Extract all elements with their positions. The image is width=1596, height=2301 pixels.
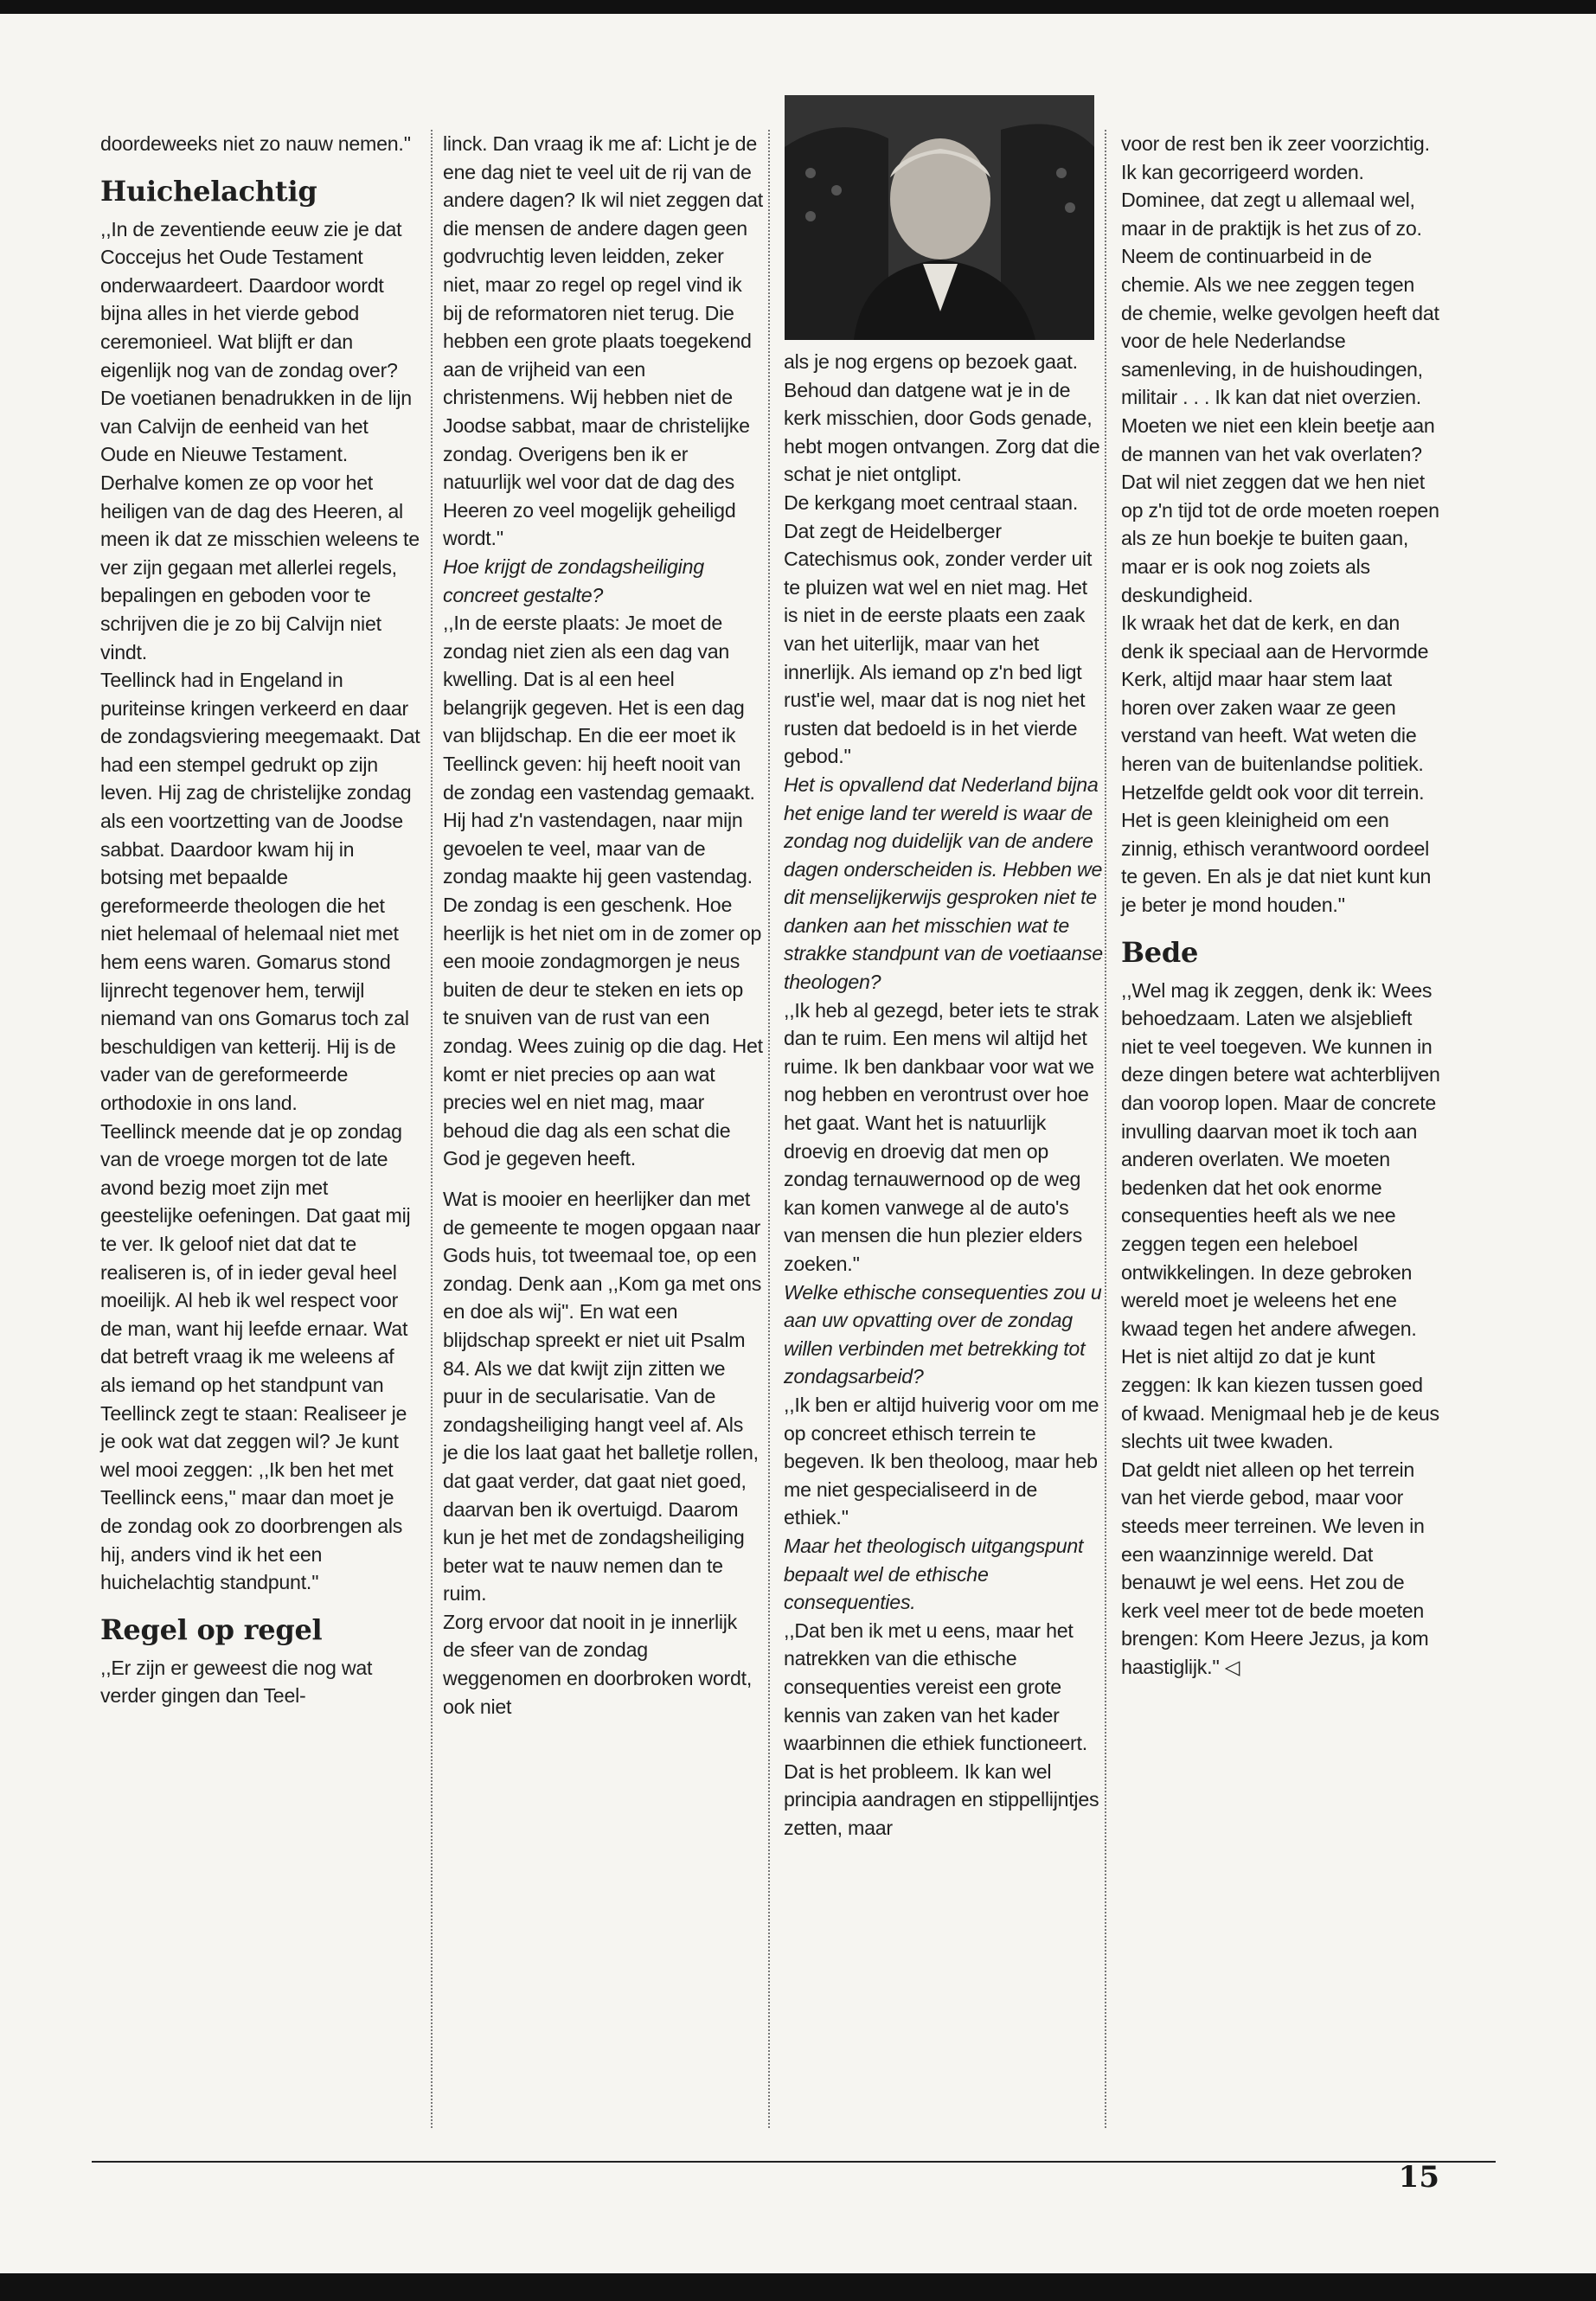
paragraph: Neem de continuarbeid in de chemie. Als we nee zeggen tegen de chemie, welke gevolgen heeft dat voor de hele Nederlandse samenleving, in de huishoudingen, militair . . . Ik kan dat niet overzien. Moeten we niet een klein beetje aan de mannen van het vak overlaten? Dat wil niet zeggen dat we hen niet op z'n tijd tot de orde moeten roepen als ze hun boekje te buiten gaan, maar er is ook nog zoiets als deskundigheid. — [1121, 245, 1439, 606]
paragraph: Dat geldt niet alleen op het terrein van het vierde gebod, maar voor steeds meer terreinen. We leven in een waanzinnige wereld. Dat benauwt je wel eens. Het zou de kerk veel meer tot de bede moeten brengen: Kom Heere Jezus, ja kom haastiglijk.'' ◁ — [1121, 1458, 1429, 1678]
paragraph: Teellinck meende dat je op zondag van de vroege morgen tot de late avond bezig moet zijn met geestelijke oefeningen. Dat gaat mij te ver. Ik geloof niet dat dat te realiseren is, of in ieder geval heel moeilijk. Al heb ik wel respect voor de man, want hij leefde ernaar. Wat dat betreft vraag ik me weleens af als iemand op het standpunt van Teellinck zegt te staan: Realiseer je je ook wat dat zeggen wil? Je kunt wel mooi zeggen: ,,Ik ben het met Teellinck eens,'' maar dan moet je de zondag ook zo doorbrengen als hij, anders vind ik het een huichelachtig standpunt.'' — [100, 1119, 411, 1594]
portrait-photo-image — [785, 95, 1094, 340]
interview-question: Het is opvallend dat Nederland bijna het enige land ter wereld is waar de zondag nog duidelijk van de andere dagen onderscheiden is. Hebben we dit menselijkerwijs gesproken niet te danken aan het misschien wat te strakke standpunt van de voetiaanse theologen? — [784, 772, 1103, 994]
paragraph: voor de rest ben ik zeer voorzichtig. Ik kan gecorrigeerd worden. Dominee, dat zegt u allemaal wel, maar in de praktijk is het zus of zo. — [1121, 132, 1430, 240]
paragraph: ,,Er zijn er geweest die nog wat verder gingen dan Teel- — [100, 1656, 373, 1708]
bottom-black-bar — [0, 2273, 1596, 2301]
column-rule — [768, 130, 770, 2128]
paragraph: Zorg ervoor dat nooit in je innerlijk de sfeer van de zondag weggenomen en doorbroken wordt, ook niet — [443, 1610, 753, 1718]
subheading-regel-op-regel: Regel op regel — [100, 1612, 323, 1646]
paragraph: ,,In de zeventiende eeuw zie je dat Coccejus het Oude Testament onderwaardeert. Daardoor wordt bijna alles in het vierde gebod ceremonieel. Wat blijft er dan eigenlijk nog van de zondag over? De voetianen benadrukken in de lijn van Calvijn de eenheid van het Oude en Nieuwe Testament. Derhalve komen ze op voor het heiligen van de dag des Heeren, al meen ik dat ze misschien weleens te ver zijn gegaan met allerlei regels, bepalingen en geboden voor te schrijven die je zo bij Calvijn niet vindt. — [100, 217, 420, 663]
subheading-bede: Bede — [1121, 935, 1199, 969]
paragraph: linck. Dan vraag ik me af: Licht je de ene dag niet te veel uit de rij van de andere dagen? Ik wil niet zeggen dat die mensen de andere dagen geen godvruchtig leven leidden, zeker niet, maar zo regel op regel vind ik bij de reformatoren niet terug. Die hebben een grote plaats toegekend aan de vrijheid van een christenmens. Wij hebben niet de Joodse sabbat, maar de christelijke zondag. Overigens ben ik er natuurlijk wel voor dat de dag des Heeren zo veel mogelijk geheiligd wordt.'' — [443, 132, 764, 550]
top-black-bar — [0, 0, 1596, 14]
paragraph: doordeweeks niet zo nauw nemen.'' — [100, 132, 411, 155]
paragraph: Ik wraak het dat de kerk, en dan denk ik speciaal aan de Hervormde Kerk, altijd maar haar stem laat horen over zaken waar ze geen verstand van heeft. Wat weten die heren van de buitenlandse politiek. Hetzelfde geldt ook voor dit terrein. Het is geen kleinigheid om een zinnig, ethisch verantwoord oordeel te geven. En als je dat niet kunt kun je beter je mond houden.'' — [1121, 612, 1432, 917]
paragraph: De kerkgang moet centraal staan. Dat zegt de Heidelberger Catechismus ook, zonder verder uit te pluizen wat wel en niet mag. Het is niet in de eerste plaats een zaak van het uiterlijk, maar van het innerlijk. Als iemand op z'n bed ligt rust'ie wel, maar dat is nog niet het rusten dat bedoeld is in het vierde gebod.'' — [784, 490, 1093, 768]
column-rule — [1105, 130, 1106, 2128]
paragraph: Wat is mooier en heerlijker dan met de gemeente te mogen opgaan naar Gods huis, tot tweemaal toe, op een zondag. Denk aan ,,Kom ga met ons en doe als wij''. En wat een blijdschap spreekt er niet uit Psalm 84. Als we dat kwijt zijn zitten we puur in de secularisatie. Van de zondagsheiliging hangt veel af. Als je die los laat gaat het balletje rollen, dat gaat verder, dat gaat niet goed, daarvan ben ik overtuigd. Daarom kun je het met de zondagsheiliging beter wat te nauw nemen dan te ruim. — [443, 1187, 762, 1606]
column-rule — [431, 130, 433, 2128]
interview-question: Maar het theologisch uitgangspunt bepaalt wel de ethische consequenties. — [784, 1534, 1084, 1614]
interview-question: Hoe krijgt de zondagsheiliging concreet gestalte? — [443, 554, 704, 606]
interview-question: Welke ethische consequenties zou u aan uw opvatting over de zondag willen verbinden met betrekking tot zondagsarbeid? — [784, 1280, 1102, 1388]
paragraph: ,,Ik heb al gezegd, beter iets te strak dan te ruim. Een mens wil altijd het ruime. Ik ben dankbaar voor wat we nog hebben en verontrust over hoe het gaat. Want het is natuurlijk droevig en droevig dat men op zondag ternauwernood op de weg kan komen vanwege al de auto's van mensen die hun plezier elders zoeken.'' — [784, 998, 1099, 1275]
paragraph: als je nog ergens op bezoek gaat. Behoud dan datgene wat je in de kerk misschien, door Gods genade, hebt mogen ontvangen. Zorg dat die schat je niet ontglipt. — [784, 350, 1100, 486]
column-1 — [100, 130, 420, 1710]
paragraph: ,,In de eerste plaats: Je moet de zondag niet zien als een dag van kwelling. Dat is al een heel belangrijk gegeven. Het is een dag van blijdschap. En die eer moet ik Teellinck geven: hij heeft nooit van de zondag een vastendag gemaakt. Hij had z'n vastendagen, naar mijn gevoelen te veel, maar van de zondag maakte hij geen vastendag. — [443, 612, 755, 888]
portrait-photo — [785, 95, 1094, 340]
paragraph: ,,Wel mag ik zeggen, denk ik: Wees behoedzaam. Laten we alsjeblieft niet te veel toegeven. We kunnen in deze dingen betere wat achterblijven dan voorop lopen. Maar de concrete invulling daarvan moet ik toch aan anderen overlaten. We moeten bedenken dat het ook enorme consequenties heeft als we nee zeggen tegen een heleboel ontwikkelingen. In deze gebroken wereld moet je weleens het ene kwaad tegen het andere afwegen. Het is niet altijd zo dat je kunt zeggen: Ik kan kiezen tussen goed of kwaad. Menigmaal heb je de keus slechts uit twee kwaden. — [1121, 978, 1440, 1453]
paragraph: De zondag is een geschenk. Hoe heerlijk is het niet om in de zomer op een mooie zondagmorgen je neus buiten de deur te steken en iets op te snuiven van de rust van een zondag. Wees zuinig op die dag. Het komt er niet precies op aan wat precies wel en niet mag, maar behoud die dag als een schat die God je gegeven heeft. — [443, 894, 763, 1170]
paragraph: ,,Ik ben er altijd huiverig voor om me op concreet ethisch terrein te begeven. Ik ben theoloog, maar heb me niet gespecialiseerd in de ethiek.'' — [784, 1393, 1099, 1529]
page-number: 15 — [1398, 2160, 1439, 2195]
column-3 — [784, 348, 1104, 1842]
column-2 — [443, 130, 763, 1721]
paragraph: Teellinck had in Engeland in puriteinse kringen verkeerd en daar de zondagsviering meegemaakt. Dat had een stempel gedrukt op zijn leven. Hij zag de christelijke zondag als een voortzetting van de Joodse sabbat. Daardoor kwam hij in botsing met bepaalde gereformeerde theologen die het niet helemaal of helemaal niet met hem eens waren. Gomarus stond lijnrecht tegenover hem, terwijl niemand van ons Gomarus toch zal beschuldigen van ketterij. Hij is de vader van de gereformeerde orthodoxie in ons land. — [100, 669, 420, 1114]
column-4 — [1121, 130, 1441, 1681]
subheading-huichelachtig: Huichelachtig — [100, 174, 317, 208]
paragraph: ,,Dat ben ik met u eens, maar het natrekken van die ethische consequenties vereist een grote kennis van zaken van het kader waarbinnen die ethiek functioneert. Dat is het probleem. Ik kan wel principia aandragen en stippellijntjes zetten, maar — [784, 1618, 1099, 1839]
